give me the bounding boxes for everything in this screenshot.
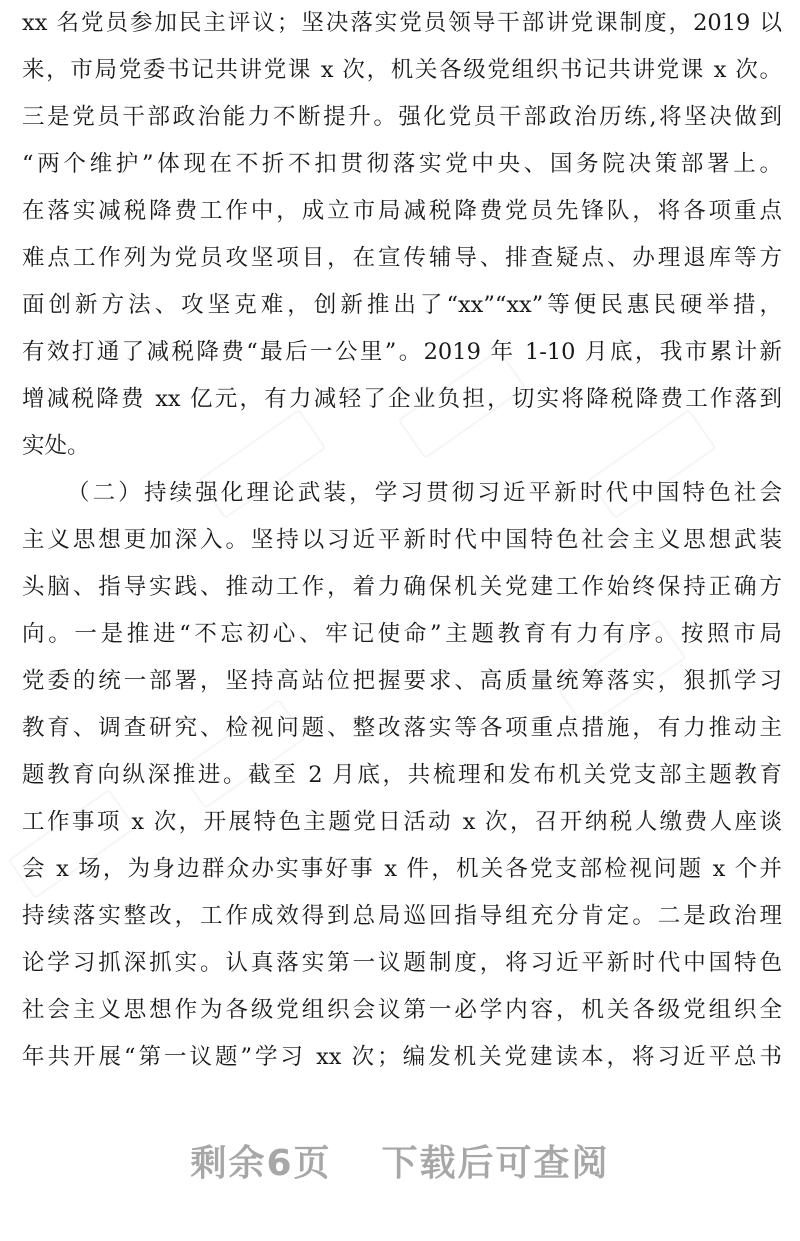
text-line: 实处。 bbox=[22, 433, 90, 459]
text-line: 教育、调查研究、检视问题、整改落实等各项重点措施，有力推动主 bbox=[22, 715, 782, 741]
text-line: 有效打通了减税降费“最后一公里”。2019 年 1-10 月底，我市累计新 bbox=[22, 339, 782, 365]
remaining-pages-text: 剩余6页 bbox=[190, 1143, 332, 1184]
text-line: 头脑、指导实践、推动工作，着力确保机关党建工作始终保持正确方 bbox=[22, 574, 782, 600]
text-line: 题教育向纵深推进。截至 2 月底，共梳理和发布机关党支部主题教育 bbox=[22, 762, 782, 788]
text-line: 年共开展“第一议题”学习 xx 次；编发机关党建读本，将习近平总书 bbox=[22, 1044, 782, 1070]
download-prompt-banner[interactable] bbox=[0, 1135, 800, 1195]
text-line: 社会主义思想作为各级党组织会议第一必学内容，机关各级党组织全 bbox=[22, 997, 782, 1023]
text-line: 论学习抓深抓实。认真落实第一议题制度，将习近平新时代中国特色 bbox=[22, 950, 782, 976]
text-line: 来，市局党委书记共讲党课 x 次，机关各级党组织书记共讲党课 x 次。 bbox=[22, 57, 782, 83]
text-line: xx 名党员参加民主评议；坚决落实党员领导干部讲党课制度，2019 以 bbox=[22, 10, 782, 36]
text-line: “两个维护”体现在不折不扣贯彻落实党中央、国务院决策部署上。 bbox=[22, 151, 782, 177]
section-heading-line: （二）持续强化理论武装，学习贯彻习近平新时代中国特色社会 bbox=[67, 480, 782, 506]
text-line: 在落实减税降费工作中，成立市局减税降费党员先锋队，将各项重点 bbox=[22, 198, 782, 224]
text-line: 会 x 场，为身边群众办实事好事 x 件，机关各党支部检视问题 x 个并 bbox=[22, 856, 782, 882]
text-line: 面创新方法、攻坚克难，创新推出了“xx”“xx”等便民惠民硬举措， bbox=[22, 292, 782, 318]
document-body bbox=[22, 0, 782, 1081]
text-line: 三是党员干部政治能力不断提升。强化党员干部政治历练,将坚决做到 bbox=[22, 104, 782, 130]
text-line: 党委的统一部署，坚持高站位把握要求、高质量统筹落实，狠抓学习 bbox=[22, 668, 782, 694]
download-hint-text: 下载后可查阅 bbox=[381, 1143, 610, 1184]
text-line: 增减税降费 xx 亿元，有力减轻了企业负担，切实将降税降费工作落到 bbox=[22, 386, 782, 412]
text-line: 持续落实整改，工作成效得到总局巡回指导组充分肯定。二是政治理 bbox=[22, 903, 782, 929]
text-line: 向。一是推进“不忘初心、牢记使命”主题教育有力有序。按照市局 bbox=[22, 621, 782, 647]
text-line: 难点工作列为党员攻坚项目，在宣传辅导、排查疑点、办理退库等方 bbox=[22, 245, 782, 271]
text-line: 工作事项 x 次，开展特色主题党日活动 x 次，召开纳税人缴费人座谈 bbox=[22, 809, 782, 835]
text-line: 主义思想更加深入。坚持以习近平新时代中国特色社会主义思想武装 bbox=[22, 527, 782, 553]
